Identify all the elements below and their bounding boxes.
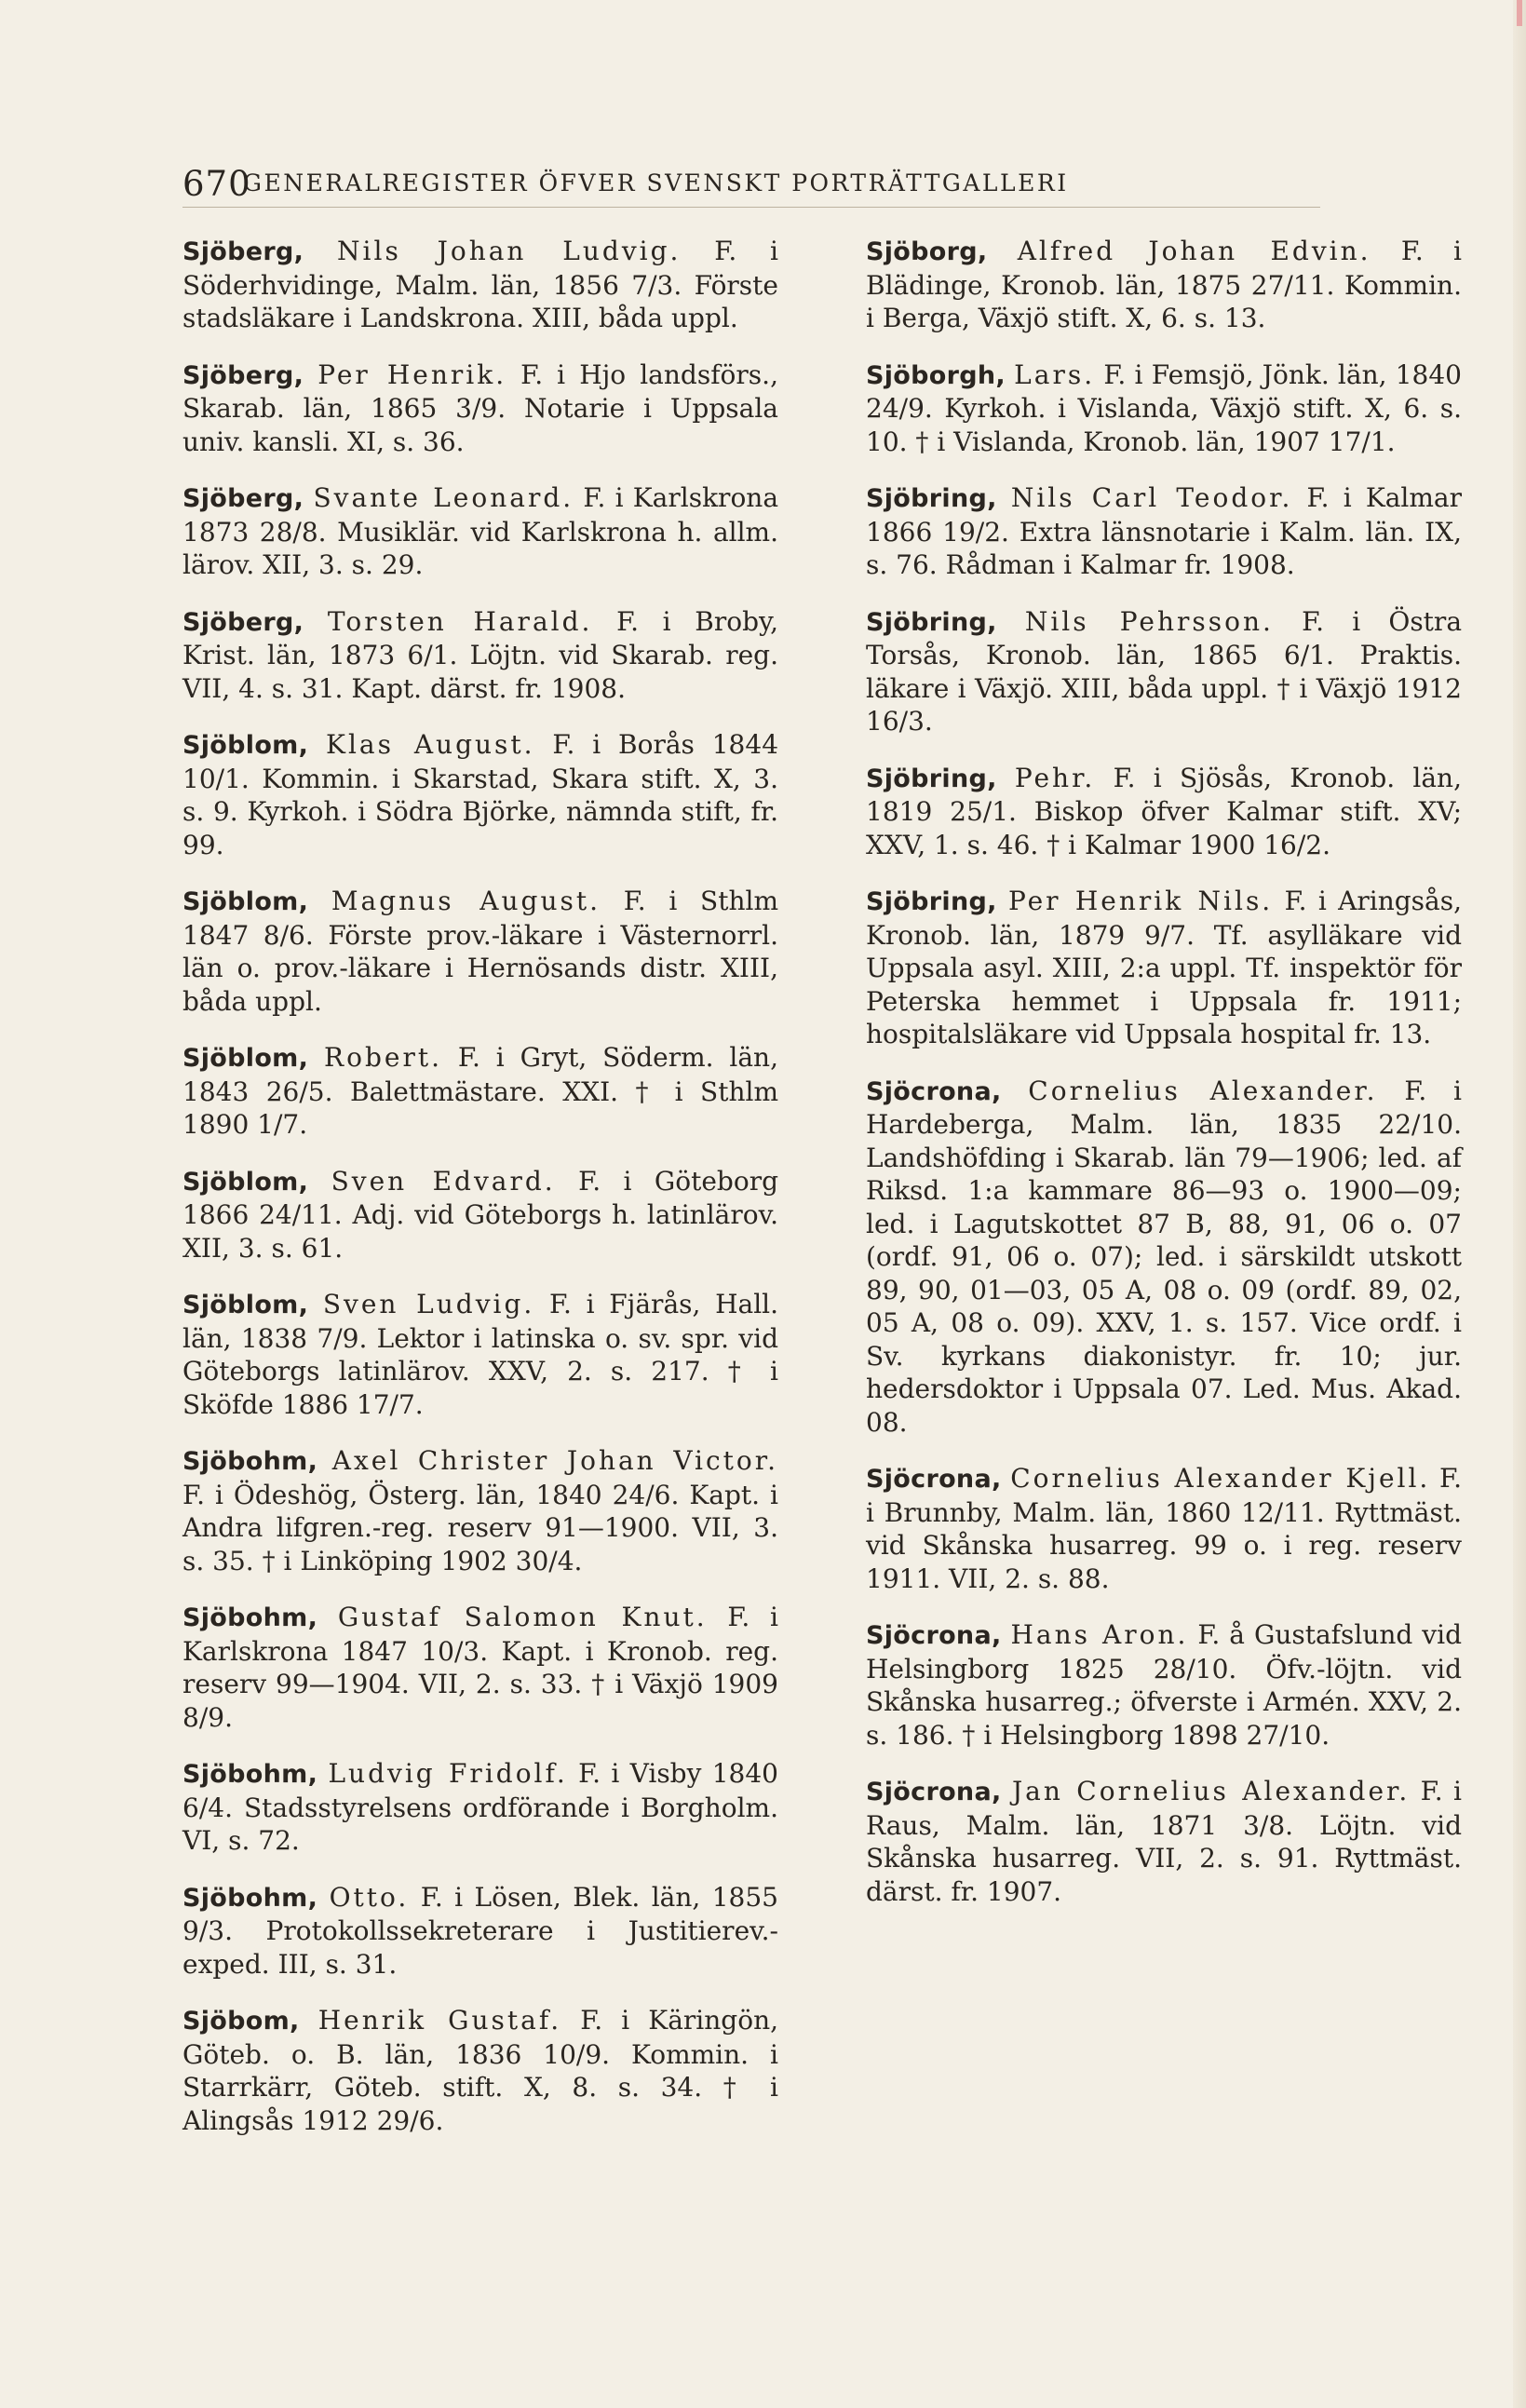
entry-text: F. i Borås 1844 10/1. Kommin. i Skarstad, Skara stift. X, 3. s. 9. Kyrkoh. i Södra Björke, nämnda stift, fr. 99. bbox=[182, 729, 779, 860]
entry-text: F. i Ödeshög, Österg. län, 1840 24/6. Kapt. i Andra lifgren.-reg. reserv 91—1900. VII, 3. s. 35. † i Linköping 1902 30/4. bbox=[182, 1479, 778, 1576]
entry-given-name: Otto. bbox=[329, 1881, 410, 1913]
entry-surname: Sjöberg, bbox=[182, 484, 304, 513]
register-entry bbox=[182, 481, 778, 582]
entry-surname: Sjöblom, bbox=[182, 1167, 309, 1197]
entry-surname: Sjöborg, bbox=[866, 237, 988, 266]
register-entry bbox=[866, 762, 1462, 862]
entry-surname: Sjöcrona, bbox=[866, 1778, 1002, 1806]
entry-given-name: Axel Christer Johan Victor. bbox=[331, 1445, 778, 1476]
entry-text: F. i Visby 1840 6/4. Stadsstyrelsens ordförande i Borgholm. VI, s. 72. bbox=[182, 1758, 778, 1856]
entry-surname: Sjöblom, bbox=[182, 1044, 309, 1073]
entry-text: F. i Käringön, Göteb. o. B. län, 1836 10/9. Kommin. i Starrkärr, Göteb. stift. X, 8. s. 34. † i Alingsås 1912 29/6. bbox=[182, 2005, 779, 2136]
entry-text: F. i Aringsås, Kronob. län, 1879 9/7. Tf. asylläkare vid Uppsala asyl. XIII, 2:a uppl. Tf. inspektör för Peterska hemmet i Uppsala fr. 1911; hospitalsläkare vid Uppsala hospital fr. 13. bbox=[866, 886, 1462, 1049]
register-entry bbox=[866, 605, 1462, 738]
entry-given-name: Sven Edvard. bbox=[331, 1165, 556, 1197]
running-head: GENERALREGISTER ÖFVER SVENSKT PORTRÄTTGALLERI bbox=[243, 169, 1069, 196]
entry-text: F. i Söderhvidinge, Malm. län, 1856 7/3. Förste stadsläkare i Landskrona. XIII, båda uppl. bbox=[182, 236, 779, 333]
page-header bbox=[182, 164, 1320, 205]
entry-surname: Sjöblom, bbox=[182, 1291, 309, 1319]
entry-given-name: Cornelius Alexander Kjell. bbox=[1010, 1463, 1431, 1494]
entry-surname: Sjöberg, bbox=[182, 360, 304, 390]
entry-text: F. i Göteborg 1866 24/11. Adj. vid Göteborgs h. latinlärov. XII, 3. s. 61. bbox=[182, 1165, 779, 1264]
entry-surname: Sjöbohm, bbox=[182, 1603, 318, 1632]
entry-given-name: Gustaf Salomon Knut. bbox=[337, 1602, 708, 1632]
register-entry bbox=[182, 235, 778, 335]
register-entry bbox=[182, 1601, 778, 1734]
page-number: 670 bbox=[182, 164, 251, 204]
entry-given-name: Sven Ludvig. bbox=[322, 1289, 535, 1319]
register-entry bbox=[182, 1881, 778, 1982]
entry-text: F. i Gryt, Söderm. län, 1843 26/5. Balettmästare. XXI. † i Sthlm 1890 1/7. bbox=[182, 1042, 778, 1140]
edge-mark bbox=[1517, 0, 1522, 26]
entry-text: F. å Gustafslund vid Helsingborg 1825 28/10. Öfv.-löjtn. vid Skånska husarreg.; öfverste i Armén. XXV, 2. s. 186. † i Helsingborg 1898 27/10. bbox=[866, 1619, 1463, 1751]
register-entry bbox=[866, 358, 1462, 459]
entry-surname: Sjöberg, bbox=[182, 237, 304, 266]
register-entry bbox=[182, 1444, 778, 1577]
entry-given-name: Nils Carl Teodor. bbox=[1010, 482, 1293, 513]
entry-text: F. i Brunnby, Malm. län, 1860 12/11. Ryttmäst. vid Skånska husarreg. 99 o. i reg. reserv 1911. VII, 2. s. 88. bbox=[866, 1463, 1462, 1594]
entry-surname: Sjöblom, bbox=[182, 887, 309, 916]
register-entry bbox=[182, 358, 778, 459]
register-entry bbox=[866, 885, 1462, 1051]
register-entry bbox=[182, 1041, 778, 1142]
entry-given-name: Hans Aron. bbox=[1010, 1619, 1189, 1650]
entry-text: F. i Hjo landsförs., Skarab. län, 1865 3/9. Notarie i Uppsala univ. kansli. XI, s. 36. bbox=[182, 358, 778, 457]
entry-surname: Sjöbohm, bbox=[182, 1447, 318, 1476]
entry-surname: Sjöbohm, bbox=[182, 1883, 318, 1913]
entry-given-name: Ludvig Fridolf. bbox=[328, 1758, 568, 1789]
entry-surname: Sjöberg, bbox=[182, 607, 304, 637]
entry-surname: Sjöbring, bbox=[866, 764, 997, 793]
entry-given-name: Klas August. bbox=[326, 729, 535, 760]
entry-text: F. i Fjärås, Hall. län, 1838 7/9. Lektor i latinska o. sv. spr. vid Göteborgs latinlärov. XXV, 2. s. 217. † i Sköfde 1886 17/7. bbox=[182, 1289, 779, 1420]
entry-surname: Sjöborgh, bbox=[866, 360, 1006, 390]
entry-surname: Sjöbring, bbox=[866, 887, 997, 916]
entry-surname: Sjöcrona, bbox=[866, 1076, 1002, 1106]
register-entry bbox=[182, 728, 778, 861]
entry-text: F. i Lösen, Blek. län, 1855 9/3. Protokollssekreterare i Justitierev.-exped. III, s. 31. bbox=[182, 1881, 778, 1980]
register-entry bbox=[866, 1462, 1462, 1595]
right-column bbox=[866, 235, 1462, 1931]
entry-given-name: Robert. bbox=[324, 1042, 443, 1073]
entry-text: F. i Karlskrona 1873 28/8. Musiklär. vid Karlskrona h. allm. lärov. XII, 3. s. 29. bbox=[182, 482, 779, 580]
register-entry bbox=[182, 1165, 778, 1265]
entry-given-name: Nils Johan Ludvig. bbox=[337, 236, 682, 266]
entry-given-name: Alfred Johan Edvin. bbox=[1017, 236, 1371, 266]
entry-surname: Sjöblom, bbox=[182, 731, 309, 760]
entry-text: F. i Karlskrona 1847 10/3. Kapt. i Kronob. reg. reserv 99—1904. VII, 2. s. 33. † i Växjö 1909 8/9. bbox=[182, 1602, 778, 1733]
entry-text: F. i Kalmar 1866 19/2. Extra länsnotarie i Kalm. län. IX, s. 76. Rådman i Kalmar fr. 1908. bbox=[866, 482, 1463, 580]
entry-given-name: Magnus August. bbox=[331, 886, 601, 916]
register-entry bbox=[182, 885, 778, 1018]
register-entry bbox=[182, 1288, 778, 1421]
entry-text: F. i Blädinge, Kronob. län, 1875 27/11. Kommin. i Berga, Växjö stift. X, 6. s. 13. bbox=[866, 236, 1462, 333]
register-entry bbox=[866, 1618, 1462, 1752]
entry-given-name: Svante Leonard. bbox=[313, 482, 574, 513]
page-edge bbox=[1513, 0, 1526, 2408]
entry-text: F. i Raus, Malm. län, 1871 3/8. Löjtn. vid Skånska husarreg. VII, 2. s. 91. Ryttmäst. därst. fr. 1907. bbox=[866, 1776, 1462, 1907]
register-entry bbox=[866, 235, 1462, 335]
entry-surname: Sjöbring, bbox=[866, 484, 997, 513]
entry-surname: Sjöcrona, bbox=[866, 1621, 1002, 1650]
register-entry bbox=[182, 2004, 778, 2137]
entry-given-name: Lars. bbox=[1014, 358, 1096, 390]
register-entry bbox=[866, 1775, 1462, 1908]
left-column bbox=[182, 235, 778, 2160]
entry-given-name: Jan Cornelius Alexander. bbox=[1011, 1776, 1411, 1806]
register-entry bbox=[182, 1757, 778, 1858]
entry-surname: Sjöbring, bbox=[866, 607, 997, 637]
entry-text: F. i Sjösås, Kronob. län, 1819 25/1. Biskop öfver Kalmar stift. XV; XXV, 1. s. 46. † i Kalmar 1900 16/2. bbox=[866, 762, 1462, 860]
entry-text: F. i Broby, Krist. län, 1873 6/1. Löjtn. vid Skarab. reg. VII, 4. s. 31. Kapt. därst. fr. 1908. bbox=[182, 605, 778, 704]
register-entry bbox=[866, 481, 1462, 582]
entry-text: F. i Femsjö, Jönk. län, 1840 24/9. Kyrkoh. i Vislanda, Växjö stift. X, 6. s. 10. † i Vislanda, Kronob. län, 1907 17/1. bbox=[866, 358, 1462, 457]
entry-surname: Sjöbom, bbox=[182, 2007, 300, 2036]
register-entry bbox=[182, 605, 778, 706]
entry-text: F. i Sthlm 1847 8/6. Förste prov.-läkare i Västernorrl. län o. prov.-läkare i Hernösands distr. XIII, båda uppl. bbox=[182, 886, 779, 1017]
entry-given-name: Per Henrik Nils. bbox=[1008, 886, 1274, 916]
entry-given-name: Nils Pehrsson. bbox=[1024, 605, 1274, 637]
entry-given-name: Henrik Gustaf. bbox=[317, 2005, 562, 2036]
entry-surname: Sjöcrona, bbox=[866, 1465, 1002, 1494]
entry-text: F. i Hardeberga, Malm. län, 1835 22/10. Landshöfding i Skarab. län 79—1906; led. af Riksd. 1:a kammare 86—93 o. 1900—09; led. i Lagutskottet 87 B, 88, 91, 06 o. 07 (ordf. 91, 06 o. 07); led. i särskildt utskott 89, 90, 01—03, 05 A, 08 o. 09 (ordf. 89, 02, 05 A, 08 o. 09). XXV, 1. s. 157. Vice ordf. i Sv. kyrkans diakonistyr. fr. 10; jur. hedersdoktor i Uppsala 07. Led. Mus. Akad. 08. bbox=[866, 1075, 1462, 1438]
entry-given-name: Torsten Harald. bbox=[327, 605, 593, 637]
entry-given-name: Pehr. bbox=[1014, 762, 1096, 793]
register-entry bbox=[866, 1075, 1462, 1440]
entry-given-name: Per Henrik. bbox=[317, 358, 507, 390]
header-rule bbox=[182, 207, 1320, 208]
entry-given-name: Cornelius Alexander. bbox=[1028, 1075, 1378, 1106]
entry-text: F. i Östra Torsås, Kronob. län, 1865 6/1. Praktis. läkare i Växjö. XIII, båda uppl. † i Växjö 1912 16/3. bbox=[866, 605, 1463, 737]
entry-surname: Sjöbohm, bbox=[182, 1760, 318, 1789]
